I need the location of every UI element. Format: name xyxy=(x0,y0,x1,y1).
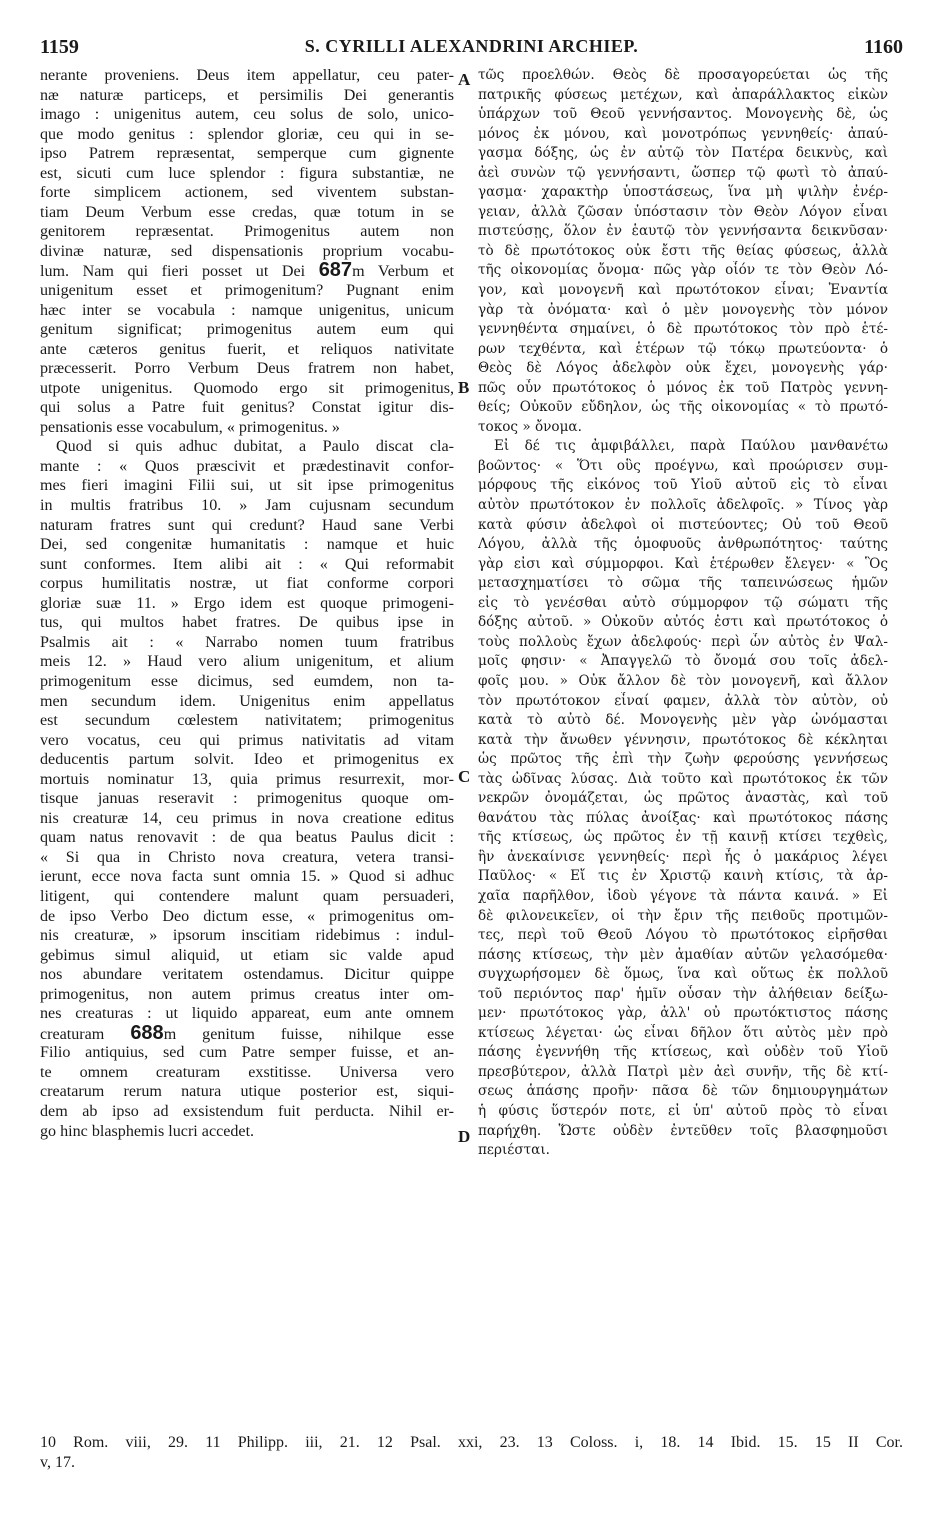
text-line: tiam Deum Verbum esse credas, quæ totum in se xyxy=(40,203,454,221)
text-line: πῶς οὖν πρωτότοκος ὁ μόνος ἐκ τοῦ Πατρὸς γεννη- xyxy=(478,379,888,396)
text-line: litigent, qui contendere malunt quam persuaderi, xyxy=(40,887,454,905)
text-line: πάσης κτίσεως, τὴν μὲν ἀμαθίαν αὐτῶν γελασόμεθα· xyxy=(478,946,888,963)
text-line: hæc inter se vocabula : namque unigenitus, unicum xyxy=(40,301,454,319)
text-line: κτίσεως λέγεται· ὡς εἶναι δῆλον ὅτι αὐτὸς μὲν πρὸ xyxy=(478,1024,888,1041)
text-line: primogenitum esse dicimus, sed eumdem, non ta- xyxy=(40,672,454,690)
text-line: τῆς κτίσεως, ὡς πρῶτος ἐν τῇ καινῇ κτίσει τεχθεὶς, xyxy=(478,829,888,846)
text-line: πρεσβύτερον, ἀλλὰ Πατρὶ μὲν ἀεὶ συνῆν, τῆς δὲ κτί- xyxy=(478,1063,888,1080)
text-line: γασμα· χαρακτὴρ ὑποστάσεως, ἵνα μὴ ψιλὴν ἐνέρ- xyxy=(478,184,888,201)
text-line: θείς; Οὐκοῦν εὔδηλον, ὡς τῆς οἰκονομίας « τὸ πρωτό- xyxy=(478,399,888,416)
text-line: næ naturæ particeps, et persimilis Dei generantis xyxy=(40,86,454,104)
text-line: τοὺς πολλοὺς ἔχων ἀδελφούς· περὶ ὧν αὐτὸς ἐν Ψαλ- xyxy=(478,633,888,650)
text-line: μόνος ἐκ μόνου, καὶ μονοτρόπως γεννηθείς· ἀπαύ- xyxy=(478,125,888,142)
text-line: creatarum rerum natura utique posterior est, siqui- xyxy=(40,1083,454,1101)
text-line: dem ab ipso ad exsistendum fuit perducta. Nihil er- xyxy=(40,1102,454,1120)
text-line: go hinc blasphemis lucri accedet. xyxy=(40,1122,255,1140)
text-line: γασμα δόξης, ὡς ἐν αὐτῷ τὸν Πατέρα δεικνὺς, καὶ xyxy=(478,145,888,162)
text-line: lum. Nam qui fieri posset ut Dei 687m Verbum et xyxy=(40,261,454,282)
page-number-left: 1159 xyxy=(40,36,79,58)
text-line: naturam fratres sunt qui credunt? Haud sane Verbi xyxy=(40,516,454,534)
text-line: est secundum cœlestem nativitatem; primogenitus xyxy=(40,712,454,730)
text-line: pensationis esse vocabulum, « primogenitus. » xyxy=(40,418,340,436)
running-title: S. CYRILLI ALEXANDRINI ARCHIEP. xyxy=(304,36,639,56)
text-line: γὰρ εἰσι καὶ σύμμορφοι. Καὶ ἑτέρωθεν ἔλεγεν· « Ὃς xyxy=(478,555,888,572)
text-line: κατὰ τὸ αὐτὸ δέ. Μονογενὴς μὲν γὰρ ὠνόμασται xyxy=(478,712,888,729)
text-line: ante cæteros genitus fuerit, et reliquos nativitate xyxy=(40,340,454,358)
text-line: nes creaturas : ut liquido appareat, eum ante omnem xyxy=(40,1005,454,1023)
text-line: imago : unigenitus autem, ceu solus de solo, unico- xyxy=(40,106,454,124)
text-line: mante : « Quos præscivit et prædestinavit confor- xyxy=(40,457,454,475)
text-line: πατρικῆς φύσεως μετέχων, καὶ ἀπαράλλακτος εἰκὼν xyxy=(478,86,888,103)
text-line: συγχωρήσομεν δὲ ὅμως, ἵνα καὶ οὕτως ἐκ πολλοῦ xyxy=(478,966,888,983)
text-line: creaturam 688m genitum fuisse, nihilque esse xyxy=(40,1023,454,1044)
text-line: μετασχηματίσει τὸ σῶμα τῆς ταπεινώσεως ἡμῶν xyxy=(478,575,888,592)
text-line: πάσης ἐγεννήθη τῆς κτίσεως, καὶ οὐδὲν τοῦ Υἱοῦ xyxy=(478,1044,888,1061)
text-line: κατὰ τὴν ἄνωθεν γέννησιν, πρωτότοκος δὲ κέκληται xyxy=(478,731,888,748)
latin-column xyxy=(40,66,454,1141)
text-line: σεως ἁπάσης προῆν· πᾶσα δὲ τῶν δημιουργημάτων xyxy=(478,1083,888,1100)
text-line: δὲ φιλονεικεῖεν, οἱ τὴν ἔριν τῆς πειθοῦς προτιμῶν- xyxy=(478,907,888,924)
text-line: εἰς τὸ γενέσθαι αὐτὸ σύμμορφον τῷ σώματι τῆς xyxy=(478,594,888,611)
text-line: τοῦ περιόντος παρ' ἡμῖν οὖσαν τὴν ἀλήθειαν δείξω- xyxy=(478,985,888,1002)
text-line: χαῖα παρῆλθον, ἰδοὺ γέγονε τὰ πάντα καινά. » Εἰ xyxy=(478,887,888,904)
text-line: ipso Patrem repræsentat, semperque cum gignente xyxy=(40,145,454,163)
text-line: in multis fratribus 10. » Jam cujusnam secundum xyxy=(40,497,454,515)
margin-marker-a: A xyxy=(458,70,471,89)
text-line: τοκος » ὄνομα. xyxy=(478,418,582,435)
margin-marker-d: D xyxy=(458,1127,471,1146)
text-line: παρήχθη. Ὥστε οὐδὲν ἐντεῦθεν τοῖς βλασφημοῦσι xyxy=(478,1122,888,1139)
text-line: τες, περὶ τοῦ Θεοῦ Λόγου τὸ πρωτότοκος εἰρῆσθαι xyxy=(478,927,888,944)
text-line: genitum significat; primogenitus autem eum qui xyxy=(40,321,454,339)
text-line: δόξης αὐτοῦ. » Οὐκοῦν αὐτός ἐστι καὶ πρωτότοκος ὁ xyxy=(478,614,888,631)
text-line: μεν· πρωτότοκος γὰρ, ἀλλ' οὐ πρωτόκτιστος πάσης xyxy=(478,1005,888,1022)
text-line: θανάτου τὰς πύλας ἀνοίξας· καὶ πρωτότοκος πάσης xyxy=(478,809,888,826)
column-number: 687 xyxy=(318,261,353,282)
text-line: Εἰ δέ τις ἀμφιβάλλει, παρὰ Παύλου μανθανέτω xyxy=(494,438,888,455)
text-line: forte simplicem actionem, sed viventem substan- xyxy=(40,184,454,202)
text-line: Quod si quis adhuc dubitat, a Paulo discat cla- xyxy=(56,438,454,456)
page-number-right: 1160 xyxy=(864,36,903,58)
text-line: meis 12. » Haud vero alium unigenitum, et alium xyxy=(40,653,454,671)
text-line: mes fieri imagini Filii sui, ut sit ipse primogenitus xyxy=(40,477,454,495)
text-line: γον, καὶ μονογενῆ καὶ πρωτότοκον εἶναι; Ἐναντία xyxy=(478,282,888,299)
text-line: κατὰ φύσιν ἀδελφοὶ οἱ πιστεύοντες; Οὐ τοῦ Θεοῦ xyxy=(478,516,888,533)
column-number: 688 xyxy=(130,1023,164,1044)
text-line: γειαν, ἀλλὰ ζῶσαν ὑπόστασιν τὸν Θεὸν Λόγον εἶναι xyxy=(478,203,888,220)
text-line: Psalmis ait : « Narrabo nomen tuum fratribus xyxy=(40,633,454,651)
text-line: μοῖς φησιν· « Ἀπαγγελῶ τὸ ὄνομά σου τοῖς ἀδελ- xyxy=(478,653,888,670)
text-line: ἣν ἀνεκαίνισε γεννηθείς· περὶ ἧς ὁ μακάριος λέγει xyxy=(478,848,888,865)
margin-marker-c: C xyxy=(458,767,471,786)
text-line: τῶς προελθών. Θεὸς δὲ προσαγορεύεται ὡς τῆς xyxy=(478,67,888,83)
text-line: quam natus renovavit : de qua beatus Paulus dicit : xyxy=(40,829,454,847)
text-line: « Si qua in Christo nova creatura, vetera transi- xyxy=(40,848,454,866)
margin-marker-b: B xyxy=(458,378,470,397)
text-line: utpote unigenitus. Quomodo ergo sit primogenitus, xyxy=(40,379,454,397)
text-line: Filio antiquius, sed cum Patre semper fuisse, et an- xyxy=(40,1044,454,1062)
text-line: ὡς πρῶτος τῆς ἐπὶ τὴν ζωὴν φερούσης γεννήσεως xyxy=(478,751,888,768)
text-line: τὸν πρωτότοκον εἶναί φαμεν, ἀλλὰ τὸν αὐτὸν, οὐ xyxy=(478,692,888,709)
text-line: περιέσται. xyxy=(478,1142,550,1159)
text-line: Dei, sed congenitæ humanitatis : namque et huic xyxy=(40,536,454,554)
text-line: πιστεύσῃς, ὅλον ἐν ἑαυτῷ τὸν γεννήσαντα δεικνῦσαν· xyxy=(478,223,888,240)
text-line: ἀεὶ συνὼν τῷ γεννήσαντι, ὥσπερ τῷ φωτὶ τὸ ἀπαύ- xyxy=(478,164,888,181)
text-line: qui solus a Patre fuit genitus? Constat igitur dis- xyxy=(40,399,454,417)
text-line: divinæ naturæ, sed dispensationis proprium vocabu- xyxy=(40,242,454,260)
text-line: que modo genitus : splendor gloriæ, ceu qui in se- xyxy=(40,125,454,143)
text-line: Παῦλος· « Εἴ τις ἐν Χριστῷ καινὴ κτίσις, τὰ ἀρ- xyxy=(478,868,888,885)
text-line: γεννηθέντα σημαίνει, ὁ δὲ πρωτότοκος τὸν πρὸ ἑτέ- xyxy=(478,321,888,338)
footnotes xyxy=(40,1433,903,1473)
footnote-line: v, 17. xyxy=(40,1454,75,1471)
text-line: τῆς οἰκονομίας ὄνομα· πῶς γὰρ οἷόν τε τὸν Θεὸν Λό- xyxy=(478,262,888,279)
text-line: tisque januas reseravit : primogenitus quoque om- xyxy=(40,790,454,808)
text-line: mortuis nominatur 13, quia primus resurrexit, mor- xyxy=(40,770,454,788)
text-line: est, sicuti cum luce splendor : figura substantiæ, ne xyxy=(40,164,454,182)
text-line: men secundum idem. Unigenitus enim appellatus xyxy=(40,692,454,710)
text-line: τὸ δὲ πρωτότοκος οὐκ ἔστι τῆς θείας φύσεως, ἀλλὰ xyxy=(478,242,888,259)
text-line: Θεὸς δὲ Λόγος ἀδελφὸν οὐκ ἔχει, μονογενὴς γάρ· xyxy=(478,360,888,377)
text-line: primogenitus, non autem primus creatus inter om- xyxy=(40,985,454,1003)
text-line: φοῖς μου. » Οὐκ ἄλλον δὲ τὸν μονογενῆ, καὶ ἄλλον xyxy=(478,672,888,689)
text-line: nis creaturæ 14, ceu primus in nova creatione editus xyxy=(40,809,454,827)
text-line: corpus humilitatis nostræ, ut fiat conforme corpori xyxy=(40,575,454,593)
text-line: tus, qui multos habet fratres. De quibus ipse in xyxy=(40,614,454,632)
text-line: nis creaturæ, » ipsorum inscitiam ridebimus : indul- xyxy=(40,927,454,945)
text-line: deducentis partum solvit. Ideo et primogenitus ex xyxy=(40,751,454,769)
text-line: ierunt, ecce nova facta sunt omnia 15. » Quod si adhuc xyxy=(40,868,454,886)
text-line: gloriæ suæ 11. » Ergo idem est quoque primogeni- xyxy=(40,594,454,612)
greek-column xyxy=(478,66,888,1161)
text-line: νεκρῶν ὀνομάζεται, ὡς πρῶτος ἀναστὰς, καὶ τοῦ xyxy=(478,790,888,807)
footnote-line: 10 Rom. viii, 29. 11 Philipp. iii, 21. 12 Psal. xxi, 23. 13 Coloss. i, 18. 14 Ibid. 15. 15 II Cor. xyxy=(40,1434,903,1451)
text-line: Λόγου, ἀλλὰ τῆς ὁμοφυοῦς ἀνθρωπότητος· ταύτης xyxy=(478,536,888,553)
text-line: μόρφους τῆς εἰκόνος τοῦ Υἱοῦ αὐτοῦ εἰς τὸ εἶναι xyxy=(478,477,888,494)
running-header xyxy=(40,36,903,62)
text-line: sunt conformes. Item alibi ait : « Qui reformabit xyxy=(40,555,454,573)
text-line: γὰρ τὰ ὀνόματα· καὶ ὁ μὲν μονογενὴς τὸν μόνον xyxy=(478,301,888,318)
text-line: nos abundare veritatem ostendamus. Dicitur quippe xyxy=(40,966,454,984)
text-line: nerante proveniens. Deus item appellatur, ceu pater- xyxy=(40,67,454,84)
text-line: ρων τεχθέντα, καὶ ἑτέρων τῷ τόκῳ πρωτεύοντα· ὁ xyxy=(478,340,888,357)
text-line: αὐτὸν πρωτότοκον ἐν πολλοῖς ἀδελφοῖς. » Τίνος γὰρ xyxy=(478,497,888,514)
text-line: genitorem repræsentat. Primogenitus autem non xyxy=(40,223,454,241)
text-line: de ipso Verbo Deo dictum esse, « primogenitus om- xyxy=(40,907,454,925)
text-line: ἡ φύσις ὕστερόν ποτε, εἰ ὑπ' αὐτοῦ πρὸς τὸ εἶναι xyxy=(478,1102,888,1119)
text-line: τὰς ὠδῖνας λύσας. Διὰ τοῦτο καὶ πρωτότοκος ἐκ τῶν xyxy=(478,770,888,787)
text-line: ὑπάρχων τοῦ Θεοῦ γεννήσαντος. Μονογενὴς δὲ, ὡς xyxy=(478,106,888,123)
text-line: gebimus simul aliquid, ut etiam sic valde apud xyxy=(40,946,454,964)
text-line: vero vocatus, ceu qui primus nativitatis ad vitam xyxy=(40,731,454,749)
text-line: præcesserit. Porro Verbum Deus fratrem non habet, xyxy=(40,360,454,378)
text-line: unigenitum esset et primogenitum? Pugnant enim xyxy=(40,282,454,300)
text-line: te omnem creaturam exstitisse. Universa vero xyxy=(40,1063,454,1081)
text-line: βοῶντος· « Ὅτι οὓς προέγνω, καὶ προώρισεν συμ- xyxy=(478,457,888,474)
